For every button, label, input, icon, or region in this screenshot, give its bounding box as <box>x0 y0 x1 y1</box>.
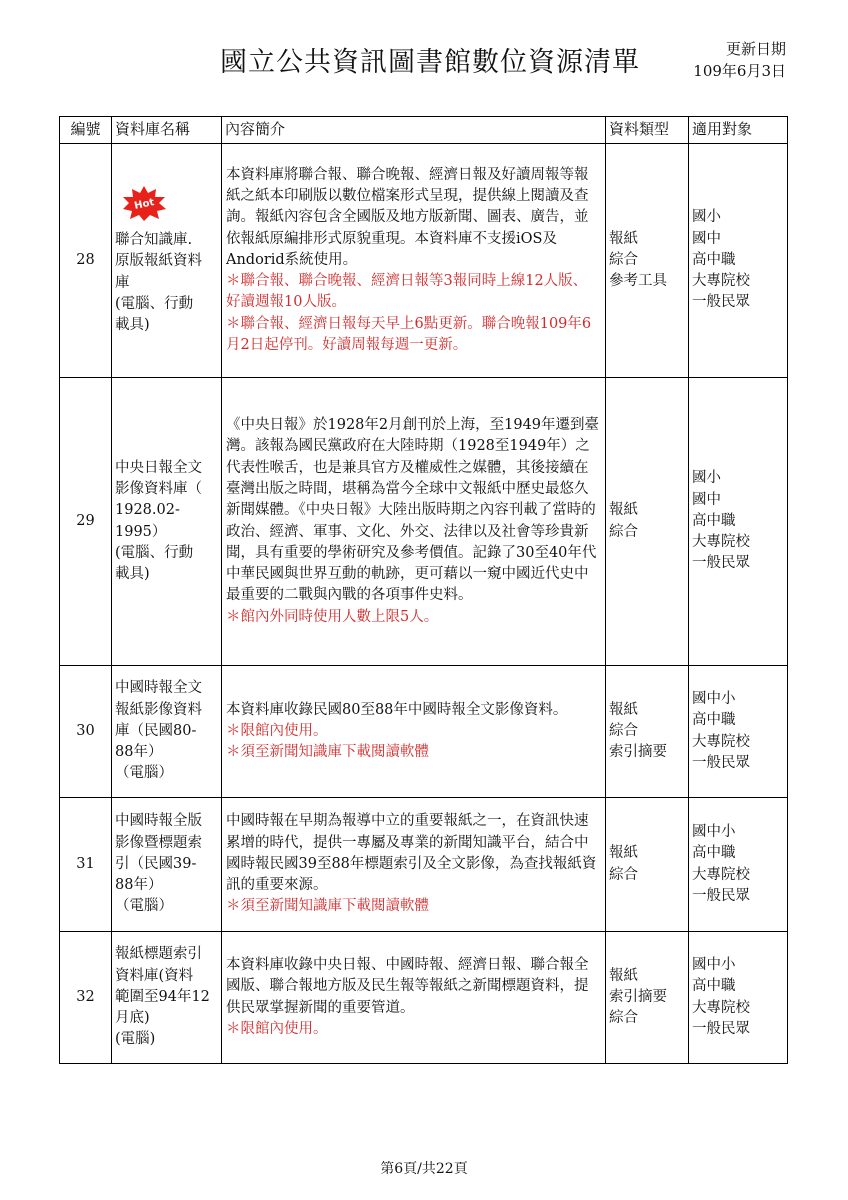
database-name-cell <box>112 378 222 666</box>
table-row <box>60 144 788 378</box>
audience-item: 一般民眾 <box>692 1020 750 1037</box>
database-name-cell <box>112 666 222 798</box>
type-item: 報紙 <box>609 845 638 862</box>
audience-cell <box>689 378 788 666</box>
column-header-desc: 內容簡介 <box>222 117 606 144</box>
audience-item: 高中職 <box>692 251 736 268</box>
audience-item: 國中小 <box>692 956 736 973</box>
database-name-line: (電腦、行動 <box>115 295 194 312</box>
note-text: ＊須至新聞知識庫下載閱讀軟體 <box>226 898 429 915</box>
database-name-line: 88年） <box>115 744 163 761</box>
description-cell <box>222 144 606 378</box>
audience-item: 大專院校 <box>692 999 750 1016</box>
type-cell <box>606 932 689 1064</box>
type-item: 參考工具 <box>609 273 667 290</box>
audience-item: 一般民眾 <box>692 555 750 572</box>
audience-cell <box>689 932 788 1064</box>
database-name-line: (電腦) <box>115 1031 156 1048</box>
database-name-line: 月底) <box>115 1010 150 1027</box>
hot-badge-icon <box>121 185 167 221</box>
audience-item: 國中小 <box>692 823 736 840</box>
update-label: 更新日期 <box>725 40 786 58</box>
type-cell <box>606 798 689 932</box>
hot-badge-label: Hot <box>133 196 156 212</box>
table-row <box>60 798 788 932</box>
audience-item: 大專院校 <box>692 866 750 883</box>
type-cell <box>606 378 689 666</box>
description-cell <box>222 798 606 932</box>
type-item: 綜合 <box>609 866 638 883</box>
audience-item: 國小 <box>692 209 721 226</box>
column-header-audience: 適用對象 <box>689 117 788 144</box>
table-header-row <box>60 117 788 144</box>
note-text: ＊限館內使用。 <box>226 1020 328 1037</box>
description-text: 本資料庫收錄民國80至88年中國時報全文影像資料。 <box>226 701 568 718</box>
database-name-line: 報紙標題索引 <box>115 946 202 963</box>
note-text: ＊須至新聞知識庫下載閱讀軟體 <box>226 744 429 761</box>
audience-item: 一般民眾 <box>692 754 750 771</box>
type-item: 報紙 <box>609 967 638 984</box>
database-name-line: 聯合知識庫. <box>115 231 193 248</box>
row-number: 31 <box>60 798 112 932</box>
table-row <box>60 666 788 798</box>
description-text: 本資料庫收錄中央日報、中國時報、經濟日報、聯合報全國版、聯合報地方版及民生報等報紙之新聞標題資料，提供民眾掌握新聞的重要管道。 <box>226 956 589 1016</box>
database-name-line: 影像資料庫（ <box>115 480 202 497</box>
row-number: 30 <box>60 666 112 798</box>
database-name-line: (電腦、行動 <box>115 544 194 561</box>
database-name-line: 中央日報全文 <box>115 459 202 476</box>
database-name-line: 報紙影像資料 <box>115 701 202 718</box>
audience-cell <box>689 144 788 378</box>
database-name-line: 引（民國39- <box>115 855 197 872</box>
database-name-line: 88年） <box>115 877 163 894</box>
database-name-line: 載具) <box>115 566 150 583</box>
description-cell <box>222 378 606 666</box>
type-item: 報紙 <box>609 230 638 247</box>
database-name-line: 庫 <box>115 274 130 291</box>
database-name-cell <box>112 798 222 932</box>
type-item: 索引摘要 <box>609 744 667 761</box>
database-name-line: （電腦） <box>115 765 173 782</box>
row-number: 29 <box>60 378 112 666</box>
database-name-line: 載具) <box>115 317 150 334</box>
table-row <box>60 378 788 666</box>
audience-item: 一般民眾 <box>692 294 750 311</box>
audience-cell <box>689 798 788 932</box>
database-name-line: 範圍至94年12 <box>115 988 210 1005</box>
type-item: 報紙 <box>609 701 638 718</box>
audience-item: 大專院校 <box>692 733 750 750</box>
type-item: 綜合 <box>609 251 638 268</box>
database-name-line: （電腦） <box>115 898 173 915</box>
note-text: ＊館內外同時使用人數上限5人。 <box>226 608 439 625</box>
type-cell <box>606 144 689 378</box>
type-item: 索引摘要 <box>609 988 667 1005</box>
column-header-type: 資料類型 <box>606 117 689 144</box>
database-name-line: 中國時報全版 <box>115 813 202 830</box>
audience-item: 一般民眾 <box>692 887 750 904</box>
type-item: 綜合 <box>609 523 638 540</box>
column-header-no: 編號 <box>60 117 112 144</box>
database-name-line: 原版報紙資料 <box>115 253 202 270</box>
type-cell <box>606 666 689 798</box>
audience-item: 大專院校 <box>692 273 750 290</box>
description-text: 中國時報在早期為報導中立的重要報紙之一，在資訊快速累增的時代，提供一專屬及專業的新聞知識平台，結合中國時報民國39至88年標題索引及全文影像，為查找報紙資訊的重要來源。 <box>226 813 597 894</box>
database-name-cell <box>112 144 222 378</box>
audience-item: 國中小 <box>692 690 736 707</box>
database-name-line: 1995） <box>115 523 167 540</box>
type-item: 綜合 <box>609 1010 638 1027</box>
page-number: 第6頁/共22頁 <box>380 1161 468 1177</box>
note-text: ＊聯合報、經濟日報每天早上6點更新。聯合晚報109年6月2日起停刊。好讀周報每週一更新。 <box>226 315 592 354</box>
type-item: 綜合 <box>609 722 638 739</box>
audience-item: 國中 <box>692 230 721 247</box>
update-date: 109年6月3日 <box>693 62 786 80</box>
audience-item: 國小 <box>692 470 721 487</box>
row-number: 32 <box>60 932 112 1064</box>
type-item: 報紙 <box>609 502 638 519</box>
database-name-line: 1928.02- <box>115 502 180 519</box>
update-info <box>693 38 786 82</box>
database-name-line: 影像暨標題索 <box>115 834 202 851</box>
audience-item: 大專院校 <box>692 534 750 551</box>
table-row <box>60 932 788 1064</box>
database-name-line: 庫（民國80- <box>115 722 197 739</box>
database-name-cell <box>112 932 222 1064</box>
row-number: 28 <box>60 144 112 378</box>
description-text: 《中央日報》於1928年2月創刊於上海，至1949年遷到臺灣。該報為國民黨政府在大陸時期（1928至1949年）之代表性喉舌，也是兼具官方及權威性之媒體，其後接續在臺灣出版之時間，堪稱為當今全球中文報紙中歷史最悠久新聞媒體。《中央日報》大陸出版時期之內容刊載了當時的政治、經濟、軍事、文化、外交、法律以及社會等珍貴新聞，具有重要的學術研究及參考價值。記錄了30至40年代中華民國與世界互動的軌跡，更可藉以一窺中國近代史中最重要的二戰與內戰的各項事件史料。 <box>226 417 600 604</box>
audience-item: 高中職 <box>692 512 736 529</box>
note-text: ＊限館內使用。 <box>226 722 328 739</box>
audience-item: 高中職 <box>692 978 736 995</box>
column-header-name: 資料庫名稱 <box>112 117 222 144</box>
page-title: 國立公共資訊圖書館數位資源清單 <box>220 47 640 78</box>
audience-item: 國中 <box>692 491 721 508</box>
audience-item: 高中職 <box>692 712 736 729</box>
note-text: ＊聯合報、聯合晚報、經濟日報等3報同時上線12人版、好讀週報10人版。 <box>226 273 588 311</box>
audience-cell <box>689 666 788 798</box>
description-text: 本資料庫將聯合報、聯合晚報、經濟日報及好讀周報等報紙之紙本印刷版以數位檔案形式呈現，提供線上閱讀及查詢。報紙內容包含全國版及地方版新聞、圖表、廣告，並依報紙原編排形式原貌重現。本資料庫不支援iOS及Andorid系統使用。 <box>226 166 589 268</box>
description-cell <box>222 932 606 1064</box>
audience-item: 高中職 <box>692 845 736 862</box>
database-name-line: 中國時報全文 <box>115 680 202 697</box>
description-cell <box>222 666 606 798</box>
database-name-line: 資料庫(資料 <box>115 967 194 984</box>
resource-table <box>59 116 788 1064</box>
